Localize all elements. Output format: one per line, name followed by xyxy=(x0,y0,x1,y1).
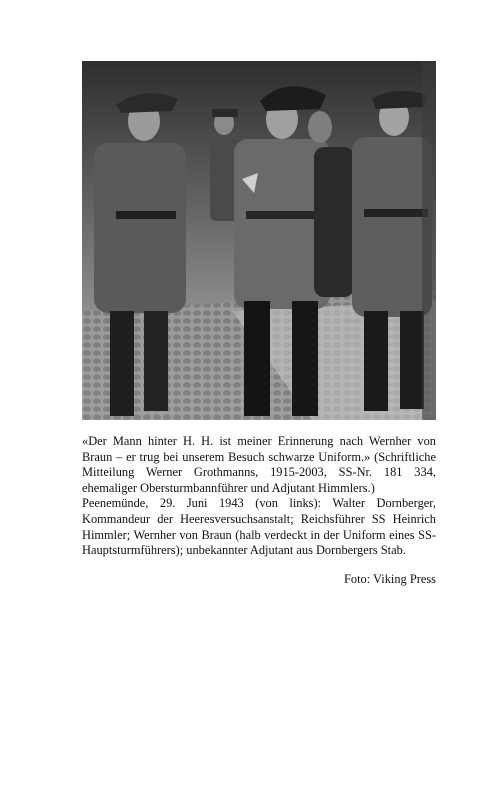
caption-description: Peenemünde, 29. Juni 1943 (von links): Walter Dornberger, Kommandeur der Heeresversuchsanstalt; Reichsführer SS Heinrich Himmler; Wernher von Braun (halb verdeckt in der Uniform eines SS-Hauptsturmführers); unbekannter Adjutant aus Dornbergers Stab. xyxy=(82,496,436,558)
caption-quote: «Der Mann hinter H. H. ist meiner Erinnerung nach Wernher von Braun – er trug bei unserem Besuch schwarze Uniform.» (Schriftliche Mitteilung Werner Grothmanns, 1915-2003, SS-Nr. 181 334, ehemaliger Obersturmbannführer und Adjutant Himmlers.) xyxy=(82,434,436,495)
photo-credit: Foto: Viking Press xyxy=(344,572,436,586)
historical-photograph xyxy=(82,61,436,420)
photograph-illustration xyxy=(82,61,436,420)
photo-caption xyxy=(82,434,436,559)
